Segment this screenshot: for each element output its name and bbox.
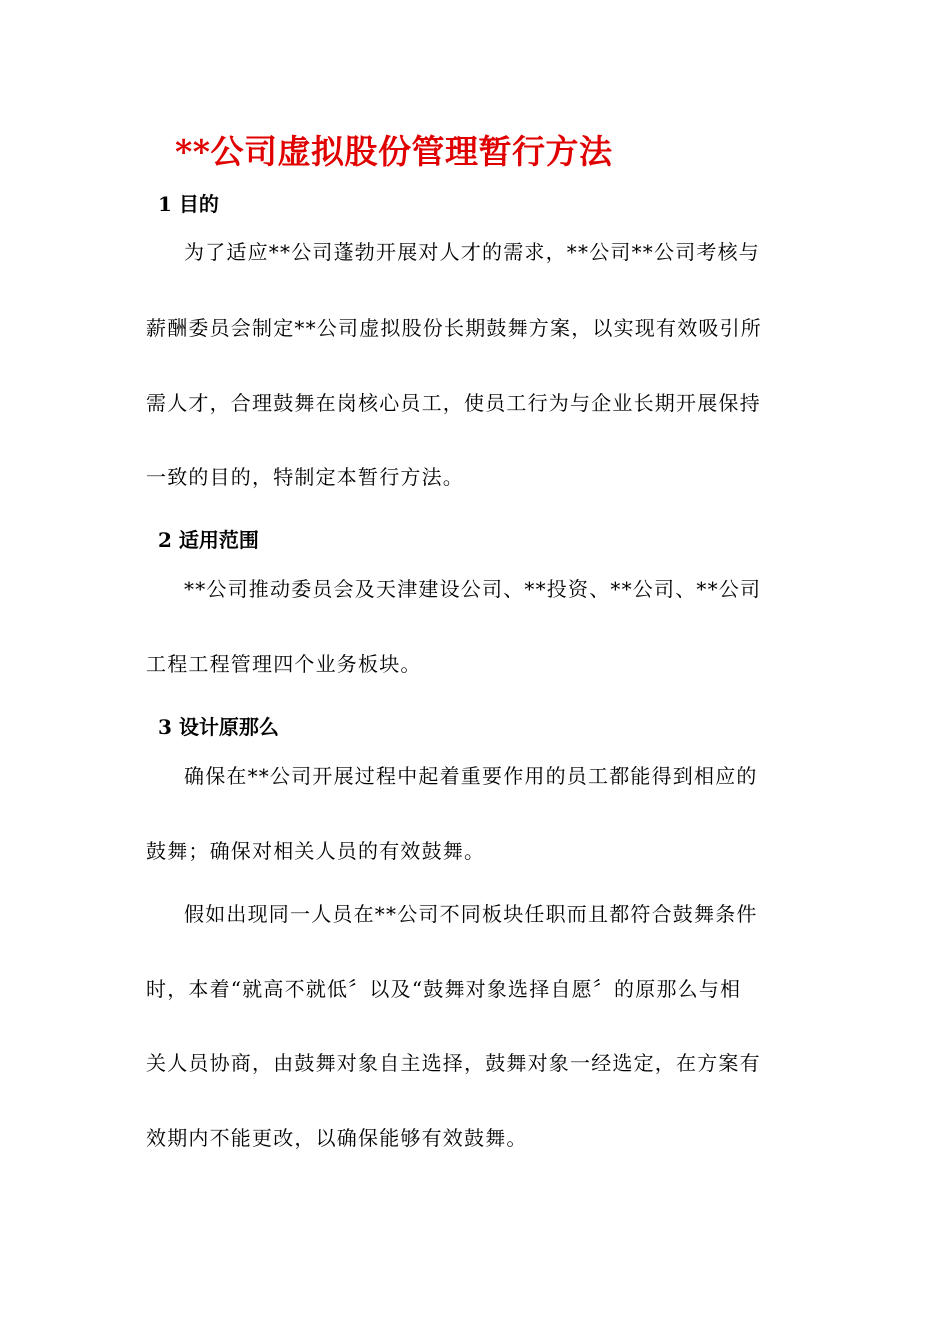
paragraph-line: 一致的目的，特制定本暂行方法。 <box>146 465 464 489</box>
document-title: **公司虚拟股份管理暂行方法 <box>175 132 613 171</box>
section-heading-principles: 3 设计原那么 <box>158 715 279 739</box>
paragraph-line: 为了适应**公司蓬勃开展对人才的需求，**公司**公司考核与 <box>184 240 760 264</box>
paragraph-line: 效期内不能更改，以确保能够有效鼓舞。 <box>146 1126 528 1150</box>
paragraph-line: 薪酬委员会制定**公司虚拟股份长期鼓舞方案，以实现有效吸引所 <box>146 316 762 340</box>
paragraph-line: 工程工程管理四个业务板块。 <box>146 652 422 676</box>
paragraph-line: **公司推动委员会及天津建设公司、**投资、**公司、**公司 <box>184 577 762 601</box>
paragraph-line: 关人员协商，由鼓舞对象自主选择，鼓舞对象一经选定，在方案有 <box>146 1051 761 1075</box>
paragraph-line: 鼓舞；确保对相关人员的有效鼓舞。 <box>146 839 486 863</box>
paragraph-line: 确保在**公司开展过程中起着重要作用的员工都能得到相应的 <box>184 764 758 788</box>
section-heading-scope: 2 适用范围 <box>158 528 259 552</box>
paragraph-line: 假如出现同一人员在**公司不同板块任职而且都符合鼓舞条件 <box>184 902 758 926</box>
paragraph-line: 需人才，合理鼓舞在岗核心员工，使员工行为与企业长期开展保持 <box>146 391 761 415</box>
section-heading-purpose: 1 目的 <box>158 192 219 216</box>
paragraph-line: 时，本着“就高不就低〞以及“鼓舞对象选择自愿〞的原那么与相 <box>146 977 742 1001</box>
